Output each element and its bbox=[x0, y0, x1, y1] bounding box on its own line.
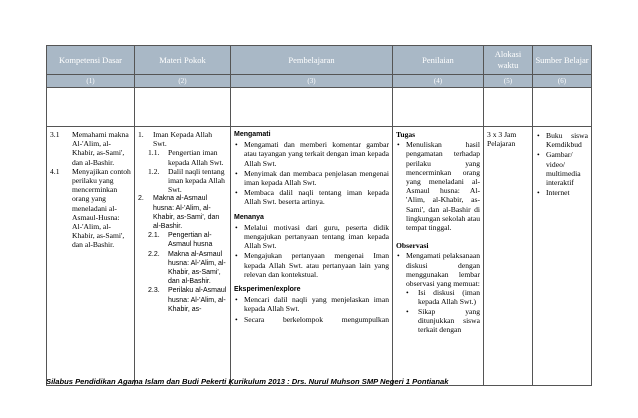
section-heading: Menanya bbox=[234, 213, 264, 221]
materi-subitem bbox=[138, 286, 227, 314]
list-item-text: Membaca dalil naqli tentang iman kepada Allah Swt. beserta artinya. bbox=[244, 188, 389, 207]
content-row bbox=[47, 127, 592, 386]
sub-list-item bbox=[396, 307, 480, 335]
kd-text: Menyajikan contoh perilaku yang mencerminkan orang yang meneladani al-Asmaul-Husna: Al-'Alim, al-Khabir, as-Sami', dan al-Bashir. bbox=[72, 166, 131, 250]
list-item-text: Melalui motivasi dari guru, peserta didik mengajukan pertanyaan tentang iman kepada Allah Swt. bbox=[244, 222, 389, 251]
header-row bbox=[47, 46, 592, 75]
column-number: (1) bbox=[47, 75, 135, 88]
blank-cell bbox=[393, 88, 484, 127]
bullet-icon: • bbox=[235, 222, 238, 232]
sumber-belajar-cell bbox=[533, 127, 592, 386]
blank-cell bbox=[135, 88, 231, 127]
header-penilaian: Penilaian bbox=[393, 46, 484, 75]
alokasi-text: 3 x 3 Jam Pelajaran bbox=[487, 130, 517, 149]
syllabus-table bbox=[46, 45, 592, 386]
list-item bbox=[234, 188, 389, 206]
kd-item bbox=[50, 130, 131, 167]
list-item-text: Gambar/ video/ multimedia interaktif bbox=[546, 150, 581, 188]
observasi-heading: Observasi bbox=[396, 241, 429, 251]
column-number: (3) bbox=[231, 75, 393, 88]
blank-cell bbox=[533, 88, 592, 127]
list-item-text: Menuliskan hasil pengamatan terhadap perilaku yang mencerminkan orang yang meneladani al-Asmaul husna: Al-'Alim, al-Khabir, as-Sami', dan al-Bashir di lingkungan sekolah atau tempat tinggal. bbox=[406, 140, 480, 233]
header-pembelajaran: Pembelajaran bbox=[231, 46, 393, 75]
penilaian-cell bbox=[393, 127, 484, 386]
materi-subitem bbox=[138, 231, 227, 249]
materi-item bbox=[138, 194, 227, 231]
bullet-icon: • bbox=[235, 140, 238, 150]
bullet-icon: • bbox=[397, 140, 400, 150]
section-heading: Mengamati bbox=[234, 131, 271, 138]
kd-number: 4.1 bbox=[50, 166, 60, 176]
list-item bbox=[234, 140, 389, 168]
materi-number: 1. bbox=[138, 130, 144, 139]
bullet-icon: • bbox=[235, 188, 238, 198]
kd-text: Memahami makna Al-'Alim, al-Khabir, as-Sami', dan al-Bashir. bbox=[72, 130, 129, 167]
bullet-icon: • bbox=[537, 150, 540, 160]
bullet-icon: • bbox=[397, 251, 400, 261]
materi-number: 2.1. bbox=[148, 232, 160, 240]
materi-text: Pengertian iman kepada Allah Swt. bbox=[168, 148, 224, 167]
materi-subitem bbox=[138, 250, 227, 287]
kompetensi-dasar-cell bbox=[47, 127, 135, 386]
list-item-text: Internet bbox=[546, 188, 570, 198]
header-alokasi-waktu: Alokasi waktu bbox=[484, 46, 533, 75]
list-item-text: Isi diskusi (iman kepada Allah Swt.) bbox=[418, 288, 480, 307]
column-number-row bbox=[47, 75, 592, 88]
list-item bbox=[234, 315, 389, 324]
list-item bbox=[536, 150, 588, 187]
list-item bbox=[536, 131, 588, 149]
list-item-text: Buku siswa Kemdikbud bbox=[546, 131, 588, 150]
materi-number: 2.2. bbox=[148, 250, 160, 258]
materi-subitem bbox=[138, 148, 227, 166]
list-item bbox=[396, 251, 480, 288]
bullet-icon: • bbox=[406, 288, 409, 298]
materi-number: 1.1. bbox=[148, 148, 160, 158]
column-number: (4) bbox=[393, 75, 484, 88]
column-number: (6) bbox=[533, 75, 592, 88]
materi-text: Dalil naqli tentang iman kepada Allah Swt. bbox=[168, 166, 225, 195]
bullet-icon: • bbox=[235, 295, 238, 305]
materi-text: Iman Kepada Allah Swt. bbox=[153, 130, 213, 149]
list-item-text: Menyimak dan membaca penjelasan mengenai iman kepada Allah Swt. bbox=[244, 168, 389, 188]
list-item bbox=[396, 140, 480, 232]
header-sumber-belajar: Sumber Belajar bbox=[533, 46, 592, 75]
bullet-icon: • bbox=[537, 131, 540, 140]
blank-row bbox=[47, 88, 592, 127]
kd-number: 3.1 bbox=[50, 130, 60, 139]
alokasi-waktu-cell bbox=[484, 127, 533, 386]
materi-subitem bbox=[138, 167, 227, 195]
materi-text: Pengertian al-Asmaul husna bbox=[168, 232, 213, 249]
materi-text: Makna al-Asmaul husna: Al-'Alim, al-Khabir, as-Sami', dan al-Bashir. bbox=[153, 195, 220, 231]
header-materi-pokok: Materi Pokok bbox=[135, 46, 231, 75]
blank-cell bbox=[47, 88, 135, 127]
pembelajaran-cell bbox=[231, 127, 393, 386]
materi-pokok-cell bbox=[135, 127, 231, 386]
bullet-icon: • bbox=[235, 314, 238, 324]
page-footer: Silabus Pendidikan Agama Islam dan Budi Pekerti Kurikulum 2013 : Drs. Nurul Muhson SMP Negeri 1 Pontianak bbox=[46, 377, 449, 386]
list-item-text: Sikap yang ditunjukkan siswa terkait dengan bbox=[418, 306, 480, 335]
bullet-icon: • bbox=[235, 251, 238, 261]
bullet-icon: • bbox=[537, 188, 540, 198]
section-heading: Eksperimen/explore bbox=[234, 286, 301, 294]
materi-text: Makna al-Asmaul husna: Al-'Alim, al-Khabir, as-Sami', dan al-Bashir. bbox=[168, 250, 226, 286]
column-number: (2) bbox=[135, 75, 231, 88]
list-item bbox=[234, 295, 389, 313]
list-item bbox=[536, 188, 588, 197]
list-item bbox=[234, 251, 389, 279]
header-kompetensi-dasar: Kompetensi Dasar bbox=[47, 46, 135, 75]
blank-cell bbox=[484, 88, 533, 127]
bullet-icon: • bbox=[235, 168, 238, 178]
list-item bbox=[234, 223, 389, 251]
blank-cell bbox=[231, 88, 393, 127]
materi-item bbox=[138, 130, 227, 148]
sub-list-item bbox=[396, 288, 480, 306]
list-item bbox=[234, 169, 389, 187]
column-number: (5) bbox=[484, 75, 533, 88]
materi-number: 2.3. bbox=[148, 287, 160, 295]
tugas-heading: Tugas bbox=[396, 130, 416, 139]
kd-item bbox=[50, 167, 131, 250]
list-item-text: Mengajukan pertanyaan mengenai Iman kepada Allah Swt. atau pertanyaan lain yang relevan dan kontekstual. bbox=[244, 251, 389, 279]
list-item-text: Mengamati dan memberi komentar gambar atau tayangan yang terkait dengan iman kepada Allah Swt. bbox=[244, 140, 389, 168]
materi-number: 2. bbox=[138, 195, 144, 203]
list-item-text: Secara berkelompok mengumpulkan bbox=[244, 314, 389, 324]
materi-number: 1.2. bbox=[148, 166, 160, 176]
list-item-text: Mencari dalil naqli yang menjelaskan iman kepada Allah Swt. bbox=[244, 295, 389, 314]
bullet-icon: • bbox=[406, 306, 409, 316]
materi-text: Perilaku al-Asmaul husna: Al-'Alim, al-Khabir, as- bbox=[168, 287, 227, 313]
list-item-text: Mengamati pelaksanaan diskusi dengan menggunakan lembar observasi yang memuat: bbox=[406, 251, 480, 289]
